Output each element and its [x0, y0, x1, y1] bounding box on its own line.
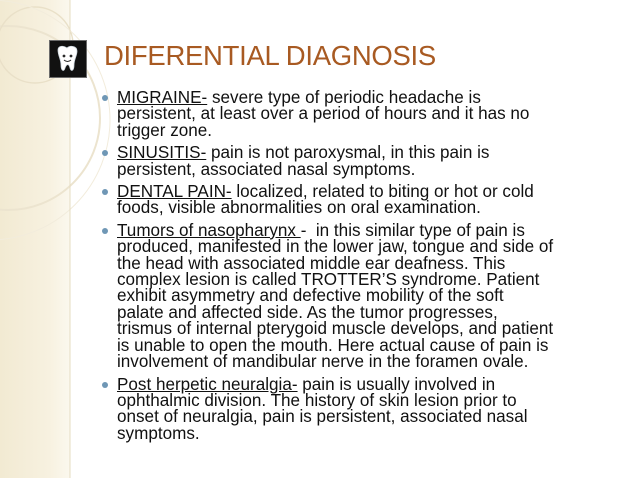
bullet-line: produced, manifested in the lower jaw, tongue and side of — [117, 237, 554, 257]
bullet-text: pain is not paroxysmal, in this pain is — [206, 143, 490, 163]
bullet-term: MIGRAINE- — [117, 88, 208, 107]
bullet-line: exhibit asymmetry and defective mobility of the soft — [117, 286, 504, 306]
bullet-line: involvement of mandibular nerve in the foramen ovale. — [117, 352, 529, 372]
bullet-line: trismus of internal pterygoid muscle develops, and patient — [117, 319, 554, 339]
bullet-sinusitis — [117, 145, 632, 178]
bullet-term: SINUSITIS- — [117, 143, 207, 163]
bullet-text: - in this similar type of pain is — [300, 220, 525, 240]
tooth-icon — [49, 40, 87, 78]
bullet-line: persistent, at least over a period of hours and it has no — [117, 104, 530, 124]
bullet-text: pain is usually involved in — [297, 374, 496, 394]
bullet-dot — [102, 95, 108, 101]
bullet-text: localized, related to biting or hot or cold — [231, 182, 534, 202]
bullet-line: complex lesion is called TROTTER’S syndrome. Patient — [117, 270, 540, 290]
bullet-line: persistent, associated nasal symptoms. — [117, 159, 416, 179]
bullet-dot — [102, 189, 108, 195]
bullet-term: Post herpetic neuralgia- — [117, 374, 298, 394]
bullet-line: onset of neuralgia, pain is persistent, associated nasal — [117, 407, 528, 427]
bullet-tumors-nasopharynx — [117, 220, 632, 372]
bullet-line: is unable to open the mouth. Here actual cause of pain is — [117, 335, 549, 355]
bullet-text: severe type of periodic headache is — [207, 88, 481, 107]
slide-title: DIFERENTIAL DIAGNOSIS — [104, 40, 436, 71]
bullet-line: ophthalmic division. The history of skin lesion prior to — [117, 390, 517, 410]
bullet-list — [117, 90, 632, 448]
bullet-dental-pain — [117, 184, 632, 217]
bullet-term: DENTAL PAIN- — [117, 182, 232, 202]
bullet-dot — [102, 382, 108, 388]
bullet-line: trigger zone. — [117, 120, 213, 140]
bullet-line: palate and affected side. As the tumor progresses, — [117, 302, 498, 322]
bullet-dot — [102, 228, 108, 234]
bullet-line: symptoms. — [117, 423, 200, 443]
bullet-line: the head with associated middle ear deafness. This — [117, 253, 506, 273]
bullet-migraine — [117, 90, 632, 139]
bullet-term: Tumors of nasopharynx — [117, 220, 301, 240]
bullet-post-herpetic-neuralgia — [117, 374, 632, 443]
bullet-line: foods, visible abnormalities on oral examination. — [117, 198, 481, 218]
decor-ring-outer — [0, 0, 110, 240]
